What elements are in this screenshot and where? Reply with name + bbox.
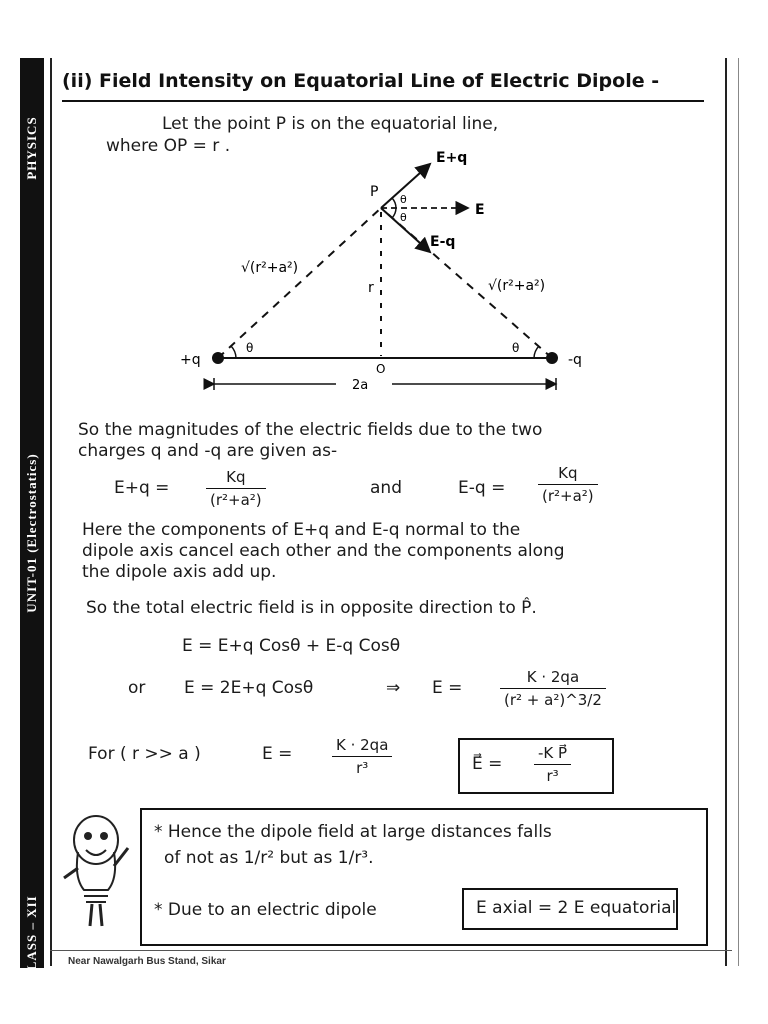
eq2: E = E+q Cosθ + E-q Cosθ [182,636,401,656]
relation-text: E axial = 2 E equatorial [476,898,677,918]
eq1-den-right: (r²+a²) [538,484,598,505]
eq4-den: r³ [332,756,392,777]
eq3-frac [500,668,606,709]
para1-line-1: So the magnitudes of the electric fields due to the two [78,420,543,440]
label-right-hyp: √(r²+a²) [488,278,546,294]
label-minus-q: -q [568,352,582,368]
label-plus-q: +q [180,352,201,368]
para2-line-1: Here the components of E+q and E-q normal to the [82,520,521,540]
eq4-condition: For ( r >> a ) [88,744,201,764]
eq4-frac [332,736,392,777]
eq3-expr: E = 2E+q Cosθ [184,678,314,698]
intro-line-1: Let the point P is on the equatorial line, [162,114,499,134]
label-theta-1: θ [400,193,407,206]
para2-line-3: the dipole axis add up. [82,562,277,582]
label-2a: 2a [352,378,369,393]
result-box [458,738,614,794]
intro-line-2: where OP = r . [106,136,231,156]
eq3-prefix: or [128,678,146,698]
label-theta-2: θ [400,211,407,224]
sidebar-unit: UNIT-01 (Electrostatics) [24,453,39,613]
label-e-plus: E+q [436,150,468,166]
eq1-num-left: Kq [226,468,246,486]
lightbulb-mascot-icon [54,808,138,942]
footer-text: Near Nawalgarh Bus Stand, Sikar [68,956,226,967]
eq1-frac-left [206,468,266,509]
left-hypotenuse [218,208,381,358]
relation-box [462,888,678,930]
eq1-lhs-right: E-q = [458,478,506,498]
eq4-lhs: E = [262,744,293,764]
eq3-den: (r² + a²)^3/2 [500,688,606,709]
boxed-den: r³ [534,764,571,785]
eq1-den-left: (r²+a²) [206,488,266,509]
label-theta-left: θ [246,341,254,355]
eq1-frac-right [538,464,598,505]
label-origin: O [376,362,386,376]
label-theta-right: θ [512,341,520,355]
eq1-lhs-left: E+q = [114,478,170,498]
eq3-arrow: ⇒ [386,678,401,698]
boxed-frac [534,744,571,785]
label-left-hyp: √(r²+a²) [241,260,299,276]
label-r: r [368,280,374,296]
note-box [140,808,708,946]
label-e-net: E [475,202,485,218]
sidebar-subject: PHYSICS [24,116,39,180]
note-line-2: of not as 1/r² but as 1/r³. [164,848,374,868]
boxed-num: -K P⃗ [538,744,568,762]
footer-rule [50,950,732,951]
eq4-num: K · 2qa [336,736,389,754]
section-heading: (ii) Field Intensity on Equatorial Line of Electric Dipole - [62,70,660,92]
para3: So the total electric field is in opposite direction to P̂. [86,598,537,618]
eq3-num: K · 2qa [526,668,580,686]
label-e-minus: E-q [430,234,456,250]
eq3-lhs: E = [432,678,463,698]
sidebar-class: CLASS – XII [24,895,39,981]
para2-line-2: dipole axis cancel each other and the components along [82,541,565,561]
para1-line-2: charges q and -q are given as- [78,441,338,461]
eq1-and: and [370,478,402,498]
note-line-1: * Hence the dipole field at large distances falls [154,822,552,842]
note-line-3: * Due to an electric dipole [154,900,377,920]
boxed-lhs: E⃗ = [472,754,503,774]
label-point-p: P [370,184,379,200]
eq1-num-right: Kq [558,464,578,482]
